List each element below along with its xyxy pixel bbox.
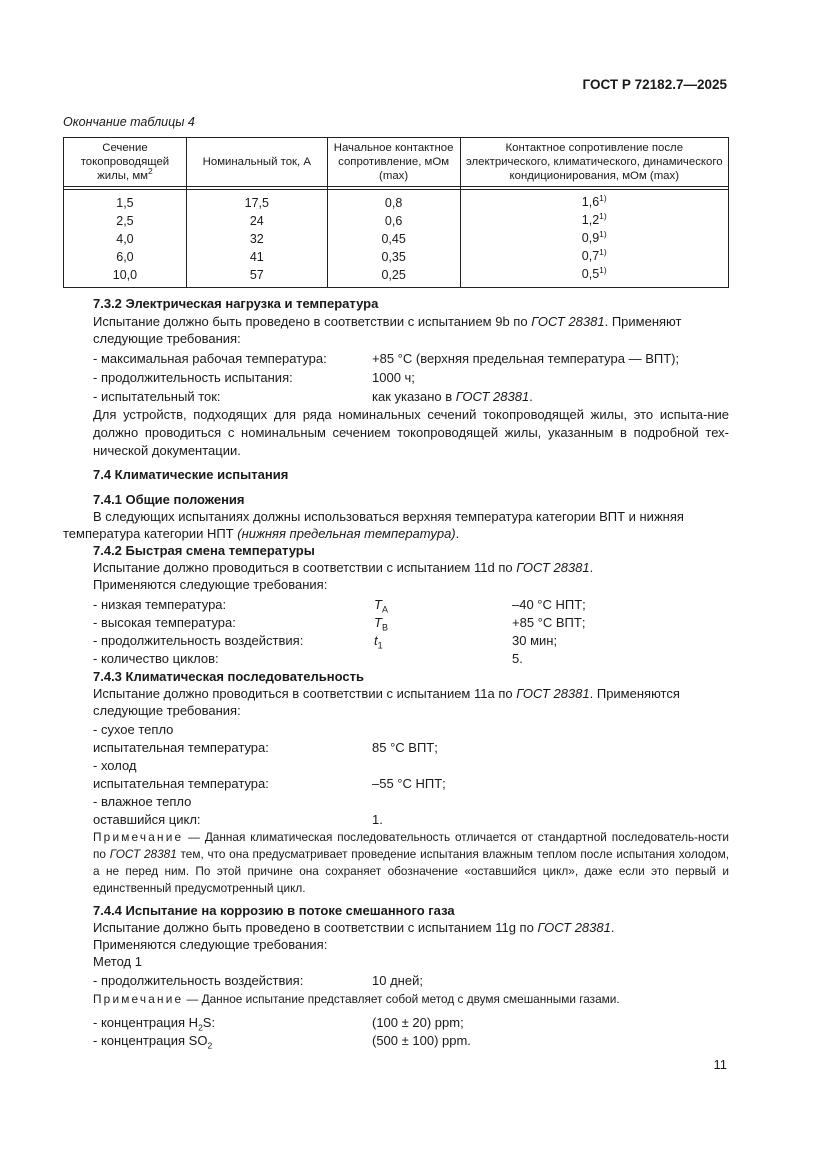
- section-heading-7-4-2: 7.4.2 Быстрая смена температуры: [93, 543, 315, 558]
- cell-current: 57: [186, 266, 327, 288]
- requirement-value: 10 дней;: [372, 973, 423, 988]
- requirement-value: (500 ± 100) ppm.: [372, 1033, 471, 1048]
- requirement-label: испытательная температура:: [93, 740, 269, 755]
- paragraph: Испытание должно быть проведено в соответствии с испытанием 11g по ГОСТ 28381.: [93, 920, 615, 935]
- requirement-label: испытательная температура:: [93, 776, 269, 791]
- requirement-value: –40 °C НПТ;: [512, 597, 586, 612]
- symbol: $T_B$: [374, 615, 388, 633]
- cell-section: 4,0: [64, 230, 187, 248]
- cell-initial: 0,8: [327, 190, 460, 213]
- paragraph: следующие требования:: [93, 703, 241, 718]
- note: Примечание — Данная климатическая последовательность отличается от стандартной последователь-ности по ГОСТ 28381 тем, что она предусматривает проведение испытания влажным теплом после испытания холодом, а не перед ним. По этой причине она сохраняет обозначение «оставшийся цикл», даже если это первый и единственный предусмотренный цикл.: [93, 830, 729, 895]
- cell-initial: 0,35: [327, 248, 460, 266]
- cell-after: 0,7$^{1)}$: [460, 248, 728, 266]
- cell-section: 1,5: [64, 190, 187, 213]
- requirement-value: как указано в ГОСТ 28381.: [372, 389, 533, 404]
- paragraph: В следующих испытаниях должны использоваться верхняя температура категории ВПТ и нижняя: [93, 509, 684, 524]
- cell-after: 0,9$^{1)}$: [460, 230, 728, 248]
- table-row: [64, 248, 729, 266]
- cell-current: 41: [186, 248, 327, 266]
- header-final-resistance: Контактное сопротивление после электрического, климатического, динамического кондиционирования, мОм (max): [460, 138, 728, 187]
- section-heading-7-4-1: 7.4.1 Общие положения: [93, 492, 245, 507]
- paragraph: Применяются следующие требования:: [93, 937, 328, 952]
- table-row: [64, 190, 729, 213]
- cell-after: 1,6$^{1)}$: [460, 190, 728, 213]
- requirement-label: оставшийся цикл:: [93, 812, 201, 827]
- requirement-group: - холод: [93, 758, 137, 773]
- table-row: [64, 230, 729, 248]
- cell-section: 2,5: [64, 212, 187, 230]
- method-label: Метод 1: [93, 954, 142, 969]
- requirement-group: - сухое тепло: [93, 722, 174, 737]
- header-cross-section: Сечение токопроводящей жилы, $мм^2$: [64, 138, 187, 187]
- table-4: [63, 137, 729, 288]
- cell-current: 32: [186, 230, 327, 248]
- paragraph: Испытание должно быть проведено в соответствии с испытанием 9b по ГОСТ 28381. Применяют: [93, 314, 682, 329]
- requirement-label: - высокая температура:: [93, 615, 236, 630]
- cell-after: 1,2$^{1)}$: [460, 212, 728, 230]
- page-number: 11: [713, 1057, 727, 1072]
- section-heading-7-4-3: 7.4.3 Климатическая последовательность: [93, 669, 364, 684]
- cell-current: 24: [186, 212, 327, 230]
- section-heading-7-3-2: 7.3.2 Электрическая нагрузка и температура: [93, 296, 379, 311]
- table-row: [64, 266, 729, 288]
- paragraph: Для устройств, подходящих для ряда номинальных сечений токопроводящей жилы, это испыта-ние должно проводиться с номинальным сечением токопроводящей жилы, указанным в подробной тех-нической документации.: [93, 407, 729, 458]
- paragraph: Испытание должно проводиться в соответствии с испытанием 11a по ГОСТ 28381. Применяются: [93, 686, 680, 701]
- requirement-value: 5.: [512, 651, 523, 666]
- requirement-label: - продолжительность испытания:: [93, 370, 293, 385]
- section-heading-7-4: 7.4 Климатические испытания: [93, 467, 289, 482]
- header-rated-current: Номинальный ток, А: [186, 138, 327, 187]
- cell-initial: 0,25: [327, 266, 460, 288]
- cell-section: 10,0: [64, 266, 187, 288]
- requirement-value: 85 °C ВПТ;: [372, 740, 438, 755]
- symbol: $T_A$: [374, 597, 388, 615]
- paragraph: температура категории НПТ (нижняя предельная температура).: [63, 526, 460, 541]
- requirement-value: –55 °C НПТ;: [372, 776, 446, 791]
- requirement-label: - концентрация $H_2S$:: [93, 1015, 216, 1033]
- requirement-label: - концентрация $SO_2$: [93, 1033, 213, 1051]
- requirement-label: - низкая температура:: [93, 597, 227, 612]
- requirement-value: 1000 ч;: [372, 370, 415, 385]
- note: Примечание — Данное испытание представляет собой метод с двумя смешанными газами.: [93, 992, 620, 1006]
- requirement-label: - продолжительность воздействия:: [93, 973, 304, 988]
- requirement-value: 1.: [372, 812, 383, 827]
- cell-initial: 0,45: [327, 230, 460, 248]
- document-id: ГОСТ Р 72182.7—2025: [582, 77, 727, 92]
- paragraph: Применяются следующие требования:: [93, 577, 328, 592]
- requirement-label: - максимальная рабочая температура:: [93, 351, 327, 366]
- cell-initial: 0,6: [327, 212, 460, 230]
- table-caption: Окончание таблицы 4: [63, 115, 195, 129]
- symbol: $t_1$: [374, 633, 383, 651]
- header-initial-resistance: Начальное контактное сопротивление, мОм (max): [327, 138, 460, 187]
- requirement-label: - количество циклов:: [93, 651, 219, 666]
- requirement-label: - испытательный ток:: [93, 389, 221, 404]
- section-heading-7-4-4: 7.4.4 Испытание на коррозию в потоке смешанного газа: [93, 903, 455, 918]
- requirement-value: (100 ± 20) ppm;: [372, 1015, 464, 1030]
- requirement-value: +85 °C (верхняя предельная температура — ВПТ);: [372, 351, 680, 366]
- requirement-value: +85 °C ВПТ;: [512, 615, 586, 630]
- requirement-group: - влажное тепло: [93, 794, 192, 809]
- cell-after: 0,5$^{1)}$: [460, 266, 728, 288]
- paragraph: Испытание должно проводиться в соответствии с испытанием 11d по ГОСТ 28381.: [93, 560, 594, 575]
- requirement-value: 30 мин;: [512, 633, 558, 648]
- requirement-label: - продолжительность воздействия:: [93, 633, 304, 648]
- cell-current: 17,5: [186, 190, 327, 213]
- cell-section: 6,0: [64, 248, 187, 266]
- paragraph: следующие требования:: [93, 331, 241, 346]
- table-row: [64, 212, 729, 230]
